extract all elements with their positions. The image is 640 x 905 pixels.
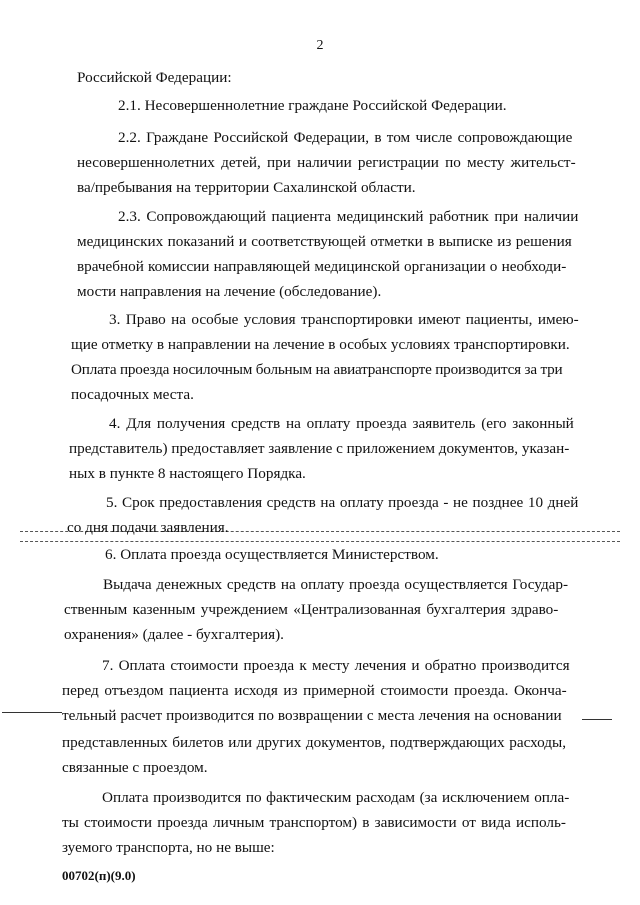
text-line: посадочных места. (71, 386, 194, 403)
text-line: Выдача денежных средств на оплату проезда осуществляется Государ- (103, 576, 569, 593)
text-line: медицинских показаний и соответствующей отметки в выписке из решения (77, 233, 572, 250)
text-line: ных в пункте 8 настоящего Порядка. (69, 465, 306, 482)
text-line: 5. Срок предоставления средств на оплату проезда - не позднее 10 дней (106, 494, 579, 511)
text-line: Оплата производится по фактическим расходам (за исключением опла- (102, 789, 570, 806)
scan-artifact-line (2, 712, 62, 713)
footer-document-code: 00702(п)(9.0) (62, 868, 136, 883)
text-line: перед отъездом пациента исходя из примерной стоимости проезда. Оконча- (62, 682, 567, 699)
text-line: 2.3. Сопровождающий пациента медицинский работник при наличии (118, 208, 579, 225)
text-line: 2.2. Граждане Российской Федерации, в том числе сопровождающие (118, 129, 573, 146)
text-line: мости направления на лечение (обследование). (77, 283, 382, 300)
text-line: ты стоимости проезда личным транспортом) в зависимости от вида исполь- (62, 814, 566, 831)
text-line: охранения» (далее - бухгалтерия). (64, 626, 284, 643)
text-line: Оплата проезда носилочным больным на авиатранспорте производится за три (71, 361, 563, 378)
page-number: 2 (316, 38, 324, 53)
text-line: 6. Оплата проезда осуществляется Министерством. (105, 546, 439, 563)
text-line: 3. Право на особые условия транспортировки имеют пациенты, имею- (109, 311, 579, 328)
text-line: ва/пребывания на территории Сахалинской области. (77, 179, 416, 196)
text-line: несовершеннолетних детей, при наличии регистрации по месту жительст- (77, 154, 576, 171)
text-line: представленных билетов или других документов, подтверждающих расходы, (62, 734, 567, 751)
text-line: 2.1. Несовершеннолетние граждане Российской Федерации. (118, 97, 507, 114)
text-line: врачебной комиссии направляющей медицинской организации о необходи- (77, 258, 567, 275)
scan-artifact-line (582, 719, 612, 720)
text-line: 7. Оплата стоимости проезда к месту лечения и обратно производится (102, 657, 570, 674)
text-line: щие отметку в направлении на лечение в особых условиях транспортировки. (71, 336, 570, 353)
scan-artifact-line (20, 541, 620, 542)
text-line: Российской Федерации: (77, 69, 232, 86)
text-line: со дня подачи заявления. (67, 519, 229, 536)
text-line: тельный расчет производится по возвращении с места лечения на основании (62, 707, 562, 724)
text-line: представитель) предоставляет заявление с приложением документов, указан- (69, 440, 570, 457)
text-line: ственным казенным учреждением «Централизованная бухгалтерия здраво- (64, 601, 559, 618)
text-line: зуемого транспорта, но не выше: (62, 839, 275, 856)
text-line: 4. Для получения средств на оплату проезда заявитель (его законный (109, 415, 574, 432)
text-line: связанные с проездом. (62, 759, 208, 776)
